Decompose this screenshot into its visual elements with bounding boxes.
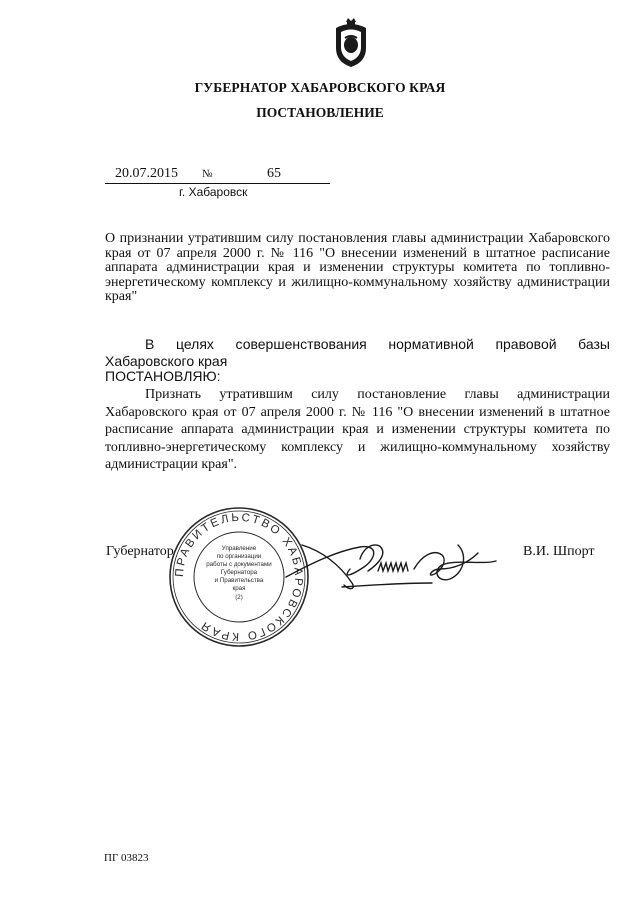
stamp-line: и Правительства (214, 577, 264, 584)
decree-paragraph: Признать утратившим силу постановление главы администрации Хабаровского края от 07 апреля 2000 г. № 116 "О внесении изменений в штатное расписание аппарата администрации края и изменении структуры комитета по топливно-энергетическому комплексу и жилищно-коммунальному хозяйству администрации края". (105, 387, 610, 472)
document-type: ПОСТАНОВЛЕНИЕ (256, 105, 384, 120)
signatory-title: Губернатор (106, 544, 174, 559)
document-city: г. Хабаровск (179, 185, 248, 199)
stamp-line: работы с документами (206, 561, 272, 568)
document-date: 20.07.2015 (115, 166, 178, 181)
stamp-line: (2) (235, 594, 243, 601)
stamp-outer-text: ПРАВИТЕЛЬСТВО ХАБАРОВСКОГО КРАЯ (173, 511, 305, 643)
authority-title: ГУБЕРНАТОР ХАБАРОВСКОГО КРАЯ (194, 80, 446, 95)
registration-line (105, 166, 330, 184)
stamp-line: Губернатора (220, 569, 258, 576)
document-number: 65 (267, 166, 281, 181)
stamp-line: Управление (221, 545, 257, 552)
signatory-name: В.И. Шпорт (523, 544, 595, 559)
khabarovsk-coat-of-arms-icon (330, 18, 372, 68)
registration-underline (105, 183, 330, 184)
stamp-line: по организации (216, 553, 262, 560)
stamp-line: края (232, 585, 246, 592)
form-code: ПГ 03823 (104, 852, 149, 864)
document-subject: О признании утратившим силу постановления главы администрации Хабаровского края от 07 апреля 2000 г. № 116 "О внесении изменений в штатное расписание аппарата администрации края и изменении структуры комитета по топливно-энергетическому комплексу и жилищно-коммунальному хозяйству администрации края" (105, 231, 610, 305)
number-sign: № (202, 168, 213, 180)
handwritten-signature (282, 525, 502, 605)
decree-word: ПОСТАНОВЛЯЮ: (105, 368, 221, 384)
preamble-paragraph: В целях совершенствования нормативной правовой базы Хабаровского края (105, 336, 610, 369)
